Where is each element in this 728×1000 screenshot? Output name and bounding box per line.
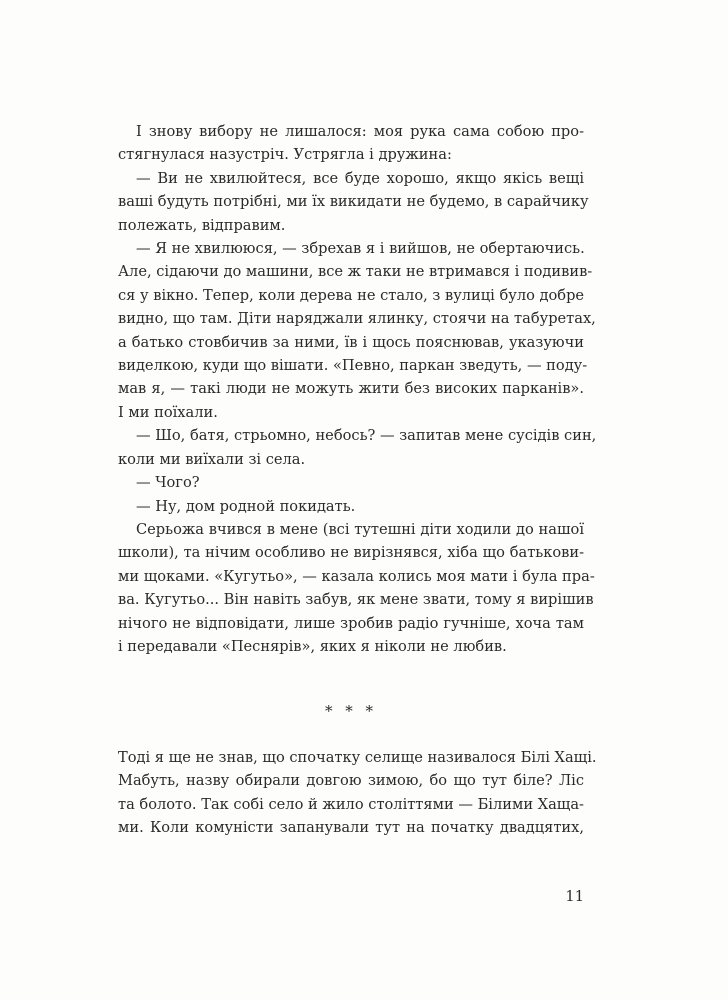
text-line: школи), та нічим особливо не вирізнявся, хіба що батькови- <box>118 544 584 562</box>
text-line: стягнулася назустріч. Устрягла і дружина: <box>118 146 452 164</box>
text-line: ми. Коли комуністи запанували тут на початку двадцятих, <box>118 819 584 837</box>
text-line: полежать, відправим. <box>118 216 286 234</box>
text-line: коли ми виїхали зі села. <box>118 450 306 468</box>
text-line: та болото. Так собі село й жило століттями — Білими Хаща- <box>118 795 584 813</box>
text-line: Але, сідаючи до машини, все ж таки не втримався і подивив- <box>118 263 593 281</box>
text-line: ваші будуть потрібні, ми їх викидати не будемо, в сарайчику <box>118 193 589 211</box>
text-line: нічого не відповідати, лише зробив радіо гучніше, хоча там <box>118 614 584 632</box>
text-line: — Я не хвилююся, — збрехав я і вийшов, не обертаючись. <box>136 240 585 258</box>
text-line: І знову вибору не лишалося: моя рука сама собою про- <box>136 123 584 140</box>
text-line: Тоді я ще не знав, що спочатку селище називалося Білі Хащі. <box>118 749 597 766</box>
text-line: мав я, — такі люди не можуть жити без високих парканів». <box>118 380 584 398</box>
text-block-next-section <box>118 746 597 840</box>
text-line: і передавали «Песнярів», яких я ніколи не любив. <box>118 637 507 655</box>
text-line: а батько стовбичив за ними, їв і щось пояснював, указуючи <box>118 333 584 351</box>
text-line: ва. Кугутьо... Він навіть забув, як мене звати, тому я вирішив <box>118 591 594 609</box>
text-block-main <box>118 120 597 658</box>
section-separator: * * * <box>324 702 378 720</box>
page-number: 11 <box>565 888 584 905</box>
text-line: — Шо, батя, стрьомно, небось? — запитав мене сусідів син, <box>136 427 597 445</box>
text-line: ся у вікно. Тепер, коли дерева не стало, з вулиці було добре <box>118 286 585 304</box>
text-line: Серьожа вчився в мене (всі тутешні діти ходили до нашої <box>136 520 584 538</box>
text-line: — Ну, дом родной покидать. <box>136 497 356 515</box>
text-line: ми щоками. «Кугутьо», — казала колись моя мати і була пра- <box>118 567 595 585</box>
text-line: Мабуть, назву обирали довгою зимою, бо що тут біле? Ліс <box>118 772 584 790</box>
text-line: — Ви не хвилюйтеся, все буде хорошо, якщо якісь вещі <box>136 169 584 187</box>
text-line: видно, що там. Діти наряджали ялинку, стоячи на табуретах, <box>118 310 596 328</box>
text-line: виделкою, куди що вішати. «Певно, паркан зведуть, — поду- <box>118 357 588 375</box>
text-line: І ми поїхали. <box>118 403 218 421</box>
text-line: — Чого? <box>136 474 200 492</box>
